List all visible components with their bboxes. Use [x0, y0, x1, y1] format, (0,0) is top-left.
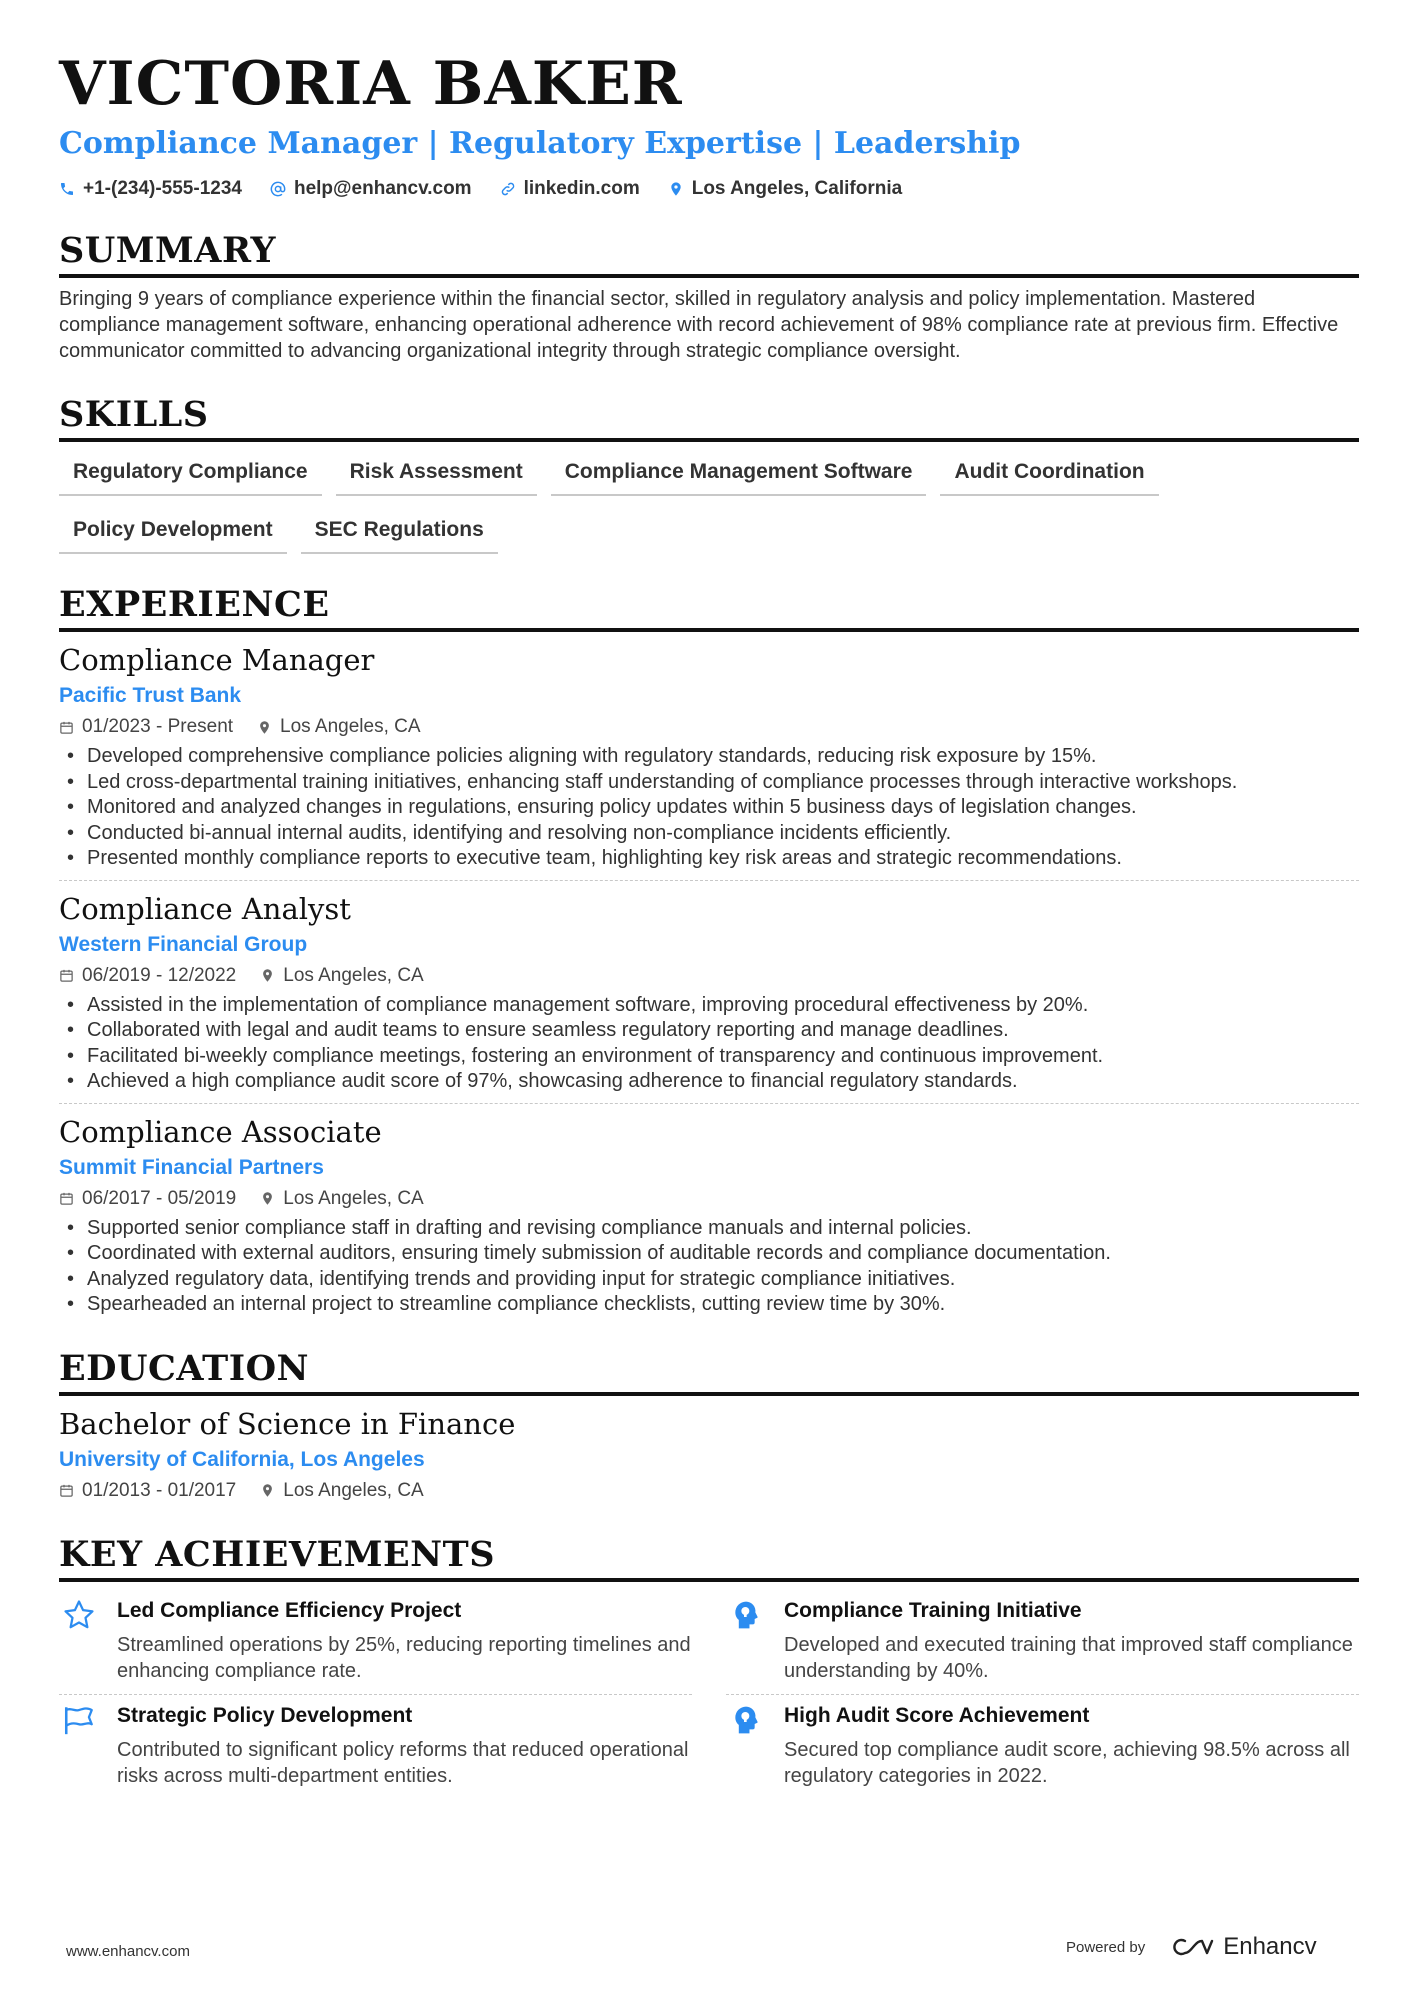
contact-email[interactable]	[270, 178, 472, 200]
calendar-icon	[59, 1191, 74, 1206]
bullet-item: • Facilitated bi-weekly compliance meetings, fostering an environment of transparency and continuous improvement.	[59, 1044, 1359, 1070]
skills-list	[59, 454, 1359, 554]
location-pin-icon	[260, 1483, 275, 1498]
job-bullets	[59, 1216, 1359, 1318]
achievement-desc: Streamlined operations by 25%, reducing reporting timelines and enhancing compliance rate.	[117, 1633, 691, 1682]
phone-text: +1-(234)-555-1234	[83, 178, 242, 199]
job-entry	[59, 632, 1359, 881]
job-location: Los Angeles, CA	[280, 716, 421, 737]
link-icon	[500, 181, 516, 197]
linkedin-text: linkedin.com	[523, 178, 640, 199]
achievements-section	[59, 1534, 1359, 1799]
job-meta	[59, 1186, 1359, 1212]
candidate-name: VICTORIA BAKER	[59, 49, 683, 119]
contact-phone[interactable]	[59, 178, 242, 200]
achievement-item	[59, 1590, 692, 1695]
calendar-icon	[59, 968, 74, 983]
bullet-item: • Conducted bi-annual internal audits, identifying and resolving non-compliance incidents efficiently.	[59, 821, 1359, 847]
education-dates: 01/2013 - 01/2017	[82, 1479, 237, 1501]
skill-tag: SEC Regulations	[301, 512, 498, 554]
bullet-item: • Analyzed regulatory data, identifying trends and providing input for strategic compliance initiatives.	[59, 1267, 1359, 1293]
experience-heading: EXPERIENCE	[59, 584, 1359, 632]
skills-heading: SKILLS	[59, 394, 1359, 442]
location-pin-icon	[260, 1191, 275, 1206]
degree-title: Bachelor of Science in Finance	[59, 1406, 516, 1441]
achievements-heading: KEY ACHIEVEMENTS	[59, 1534, 1359, 1582]
job-meta	[59, 963, 1359, 989]
job-dates: 06/2019 - 12/2022	[82, 964, 237, 986]
achievement-title: Compliance Training Initiative	[784, 1598, 1082, 1622]
powered-by-label: Powered by	[1066, 1938, 1146, 1956]
job-dates: 01/2023 - Present	[82, 716, 234, 737]
achievement-title: Led Compliance Efficiency Project	[117, 1598, 462, 1622]
contact-location	[668, 178, 902, 200]
resume-header	[59, 48, 1359, 200]
achievement-title: High Audit Score Achievement	[784, 1703, 1090, 1727]
job-title: Compliance Manager	[59, 643, 375, 677]
enhancv-logo-icon	[1171, 1935, 1215, 1959]
skill-tag: Audit Coordination	[940, 454, 1158, 496]
footer-website[interactable]: www.enhancv.com	[66, 1943, 190, 1960]
job-meta	[59, 714, 1359, 740]
job-entry	[59, 881, 1359, 1104]
skill-tag: Compliance Management Software	[551, 454, 927, 496]
experience-section	[59, 584, 1359, 1326]
bullet-item: • Collaborated with legal and audit teams to ensure seamless regulatory reporting and manage deadlines.	[59, 1018, 1359, 1044]
bullet-item: • Presented monthly compliance reports to executive team, highlighting key risk areas and strategic recommendations.	[59, 846, 1359, 872]
location-pin-icon	[260, 968, 275, 983]
achievement-item	[726, 1590, 1359, 1695]
job-entry	[59, 1104, 1359, 1326]
bullet-item: • Coordinated with external auditors, ensuring timely submission of auditable records and compliance documentation.	[59, 1241, 1359, 1267]
education-section	[59, 1348, 1359, 1512]
bullet-item: • Achieved a high compliance audit score of 97%, showcasing adherence to financial regulatory standards.	[59, 1069, 1359, 1095]
head-lightbulb-icon	[730, 1598, 762, 1632]
bullet-item: • Developed comprehensive compliance policies aligning with regulatory standards, reducing risk exposure by 15%.	[59, 744, 1359, 770]
skill-tag: Risk Assessment	[336, 454, 537, 496]
education-entry	[59, 1396, 1359, 1512]
bullet-item: • Monitored and analyzed changes in regulations, ensuring policy updates within 5 business days of legislation changes.	[59, 795, 1359, 821]
achievement-item	[726, 1695, 1359, 1799]
phone-icon	[59, 181, 75, 197]
location-pin-icon	[668, 181, 684, 197]
calendar-icon	[59, 1483, 74, 1498]
school-name: University of California, Los Angeles	[59, 1447, 425, 1471]
at-icon	[270, 181, 286, 197]
contact-linkedin[interactable]	[500, 178, 640, 200]
skills-section	[59, 394, 1359, 554]
achievement-desc: Developed and executed training that improved staff compliance understanding by 40%.	[784, 1633, 1353, 1682]
summary-text: Bringing 9 years of compliance experience within the financial sector, skilled in regulatory analysis and policy implementation. Mastered compliance management software, enhancing operational adherence with record achievement of 98% compliance rate at previous firm. Effective communicator committed to advancing organizational integrity through strategic compliance oversight.	[59, 288, 1339, 362]
job-title: Compliance Associate	[59, 1114, 382, 1149]
head-lightbulb-icon	[730, 1703, 762, 1737]
job-location: Los Angeles, CA	[283, 964, 424, 986]
resume-page	[59, 48, 1359, 1799]
brand-name: Enhancv	[1223, 1933, 1317, 1960]
education-heading: EDUCATION	[59, 1348, 1359, 1396]
summary-heading: SUMMARY	[59, 230, 1359, 278]
education-meta	[59, 1478, 1359, 1504]
skill-tag: Policy Development	[59, 512, 287, 554]
bullet-item: • Supported senior compliance staff in drafting and revising compliance manuals and internal policies.	[59, 1216, 1359, 1242]
headline: Compliance Manager | Regulatory Expertise | Leadership	[59, 126, 1021, 161]
flag-icon	[61, 1703, 97, 1737]
achievement-title: Strategic Policy Development	[117, 1703, 413, 1727]
achievement-desc: Secured top compliance audit score, achieving 98.5% across all regulatory categories in 2022.	[784, 1738, 1350, 1787]
job-bullets	[59, 993, 1359, 1095]
location-text: Los Angeles, California	[691, 178, 903, 199]
brand-logo[interactable]	[1171, 1933, 1316, 1961]
achievement-item	[59, 1695, 692, 1799]
company-name: Western Financial Group	[59, 932, 308, 956]
calendar-icon	[59, 720, 74, 735]
skill-tag: Regulatory Compliance	[59, 454, 322, 496]
company-name: Pacific Trust Bank	[59, 684, 242, 707]
bullet-item: • Led cross-departmental training initiatives, enhancing staff understanding of compliance processes through interactive workshops.	[59, 770, 1359, 796]
email-text: help@enhancv.com	[293, 178, 472, 199]
star-icon	[62, 1598, 96, 1632]
company-name: Summit Financial Partners	[59, 1155, 324, 1179]
job-title: Compliance Analyst	[59, 891, 351, 926]
job-bullets	[59, 744, 1359, 872]
contact-bar	[59, 178, 1359, 200]
job-location: Los Angeles, CA	[283, 1187, 424, 1209]
bullet-item: • Assisted in the implementation of compliance management software, improving procedural effectiveness by 20%.	[59, 993, 1359, 1019]
location-pin-icon	[257, 720, 272, 735]
job-dates: 06/2017 - 05/2019	[82, 1187, 237, 1209]
footer-branding	[1066, 1933, 1317, 1961]
achievement-desc: Contributed to significant policy reforms that reduced operational risks across multi-department entities.	[117, 1738, 689, 1787]
education-location: Los Angeles, CA	[283, 1479, 424, 1501]
bullet-item: • Spearheaded an internal project to streamline compliance checklists, cutting review time by 30%.	[59, 1292, 1359, 1318]
summary-section	[59, 230, 1359, 364]
achievements-grid	[59, 1590, 1359, 1799]
